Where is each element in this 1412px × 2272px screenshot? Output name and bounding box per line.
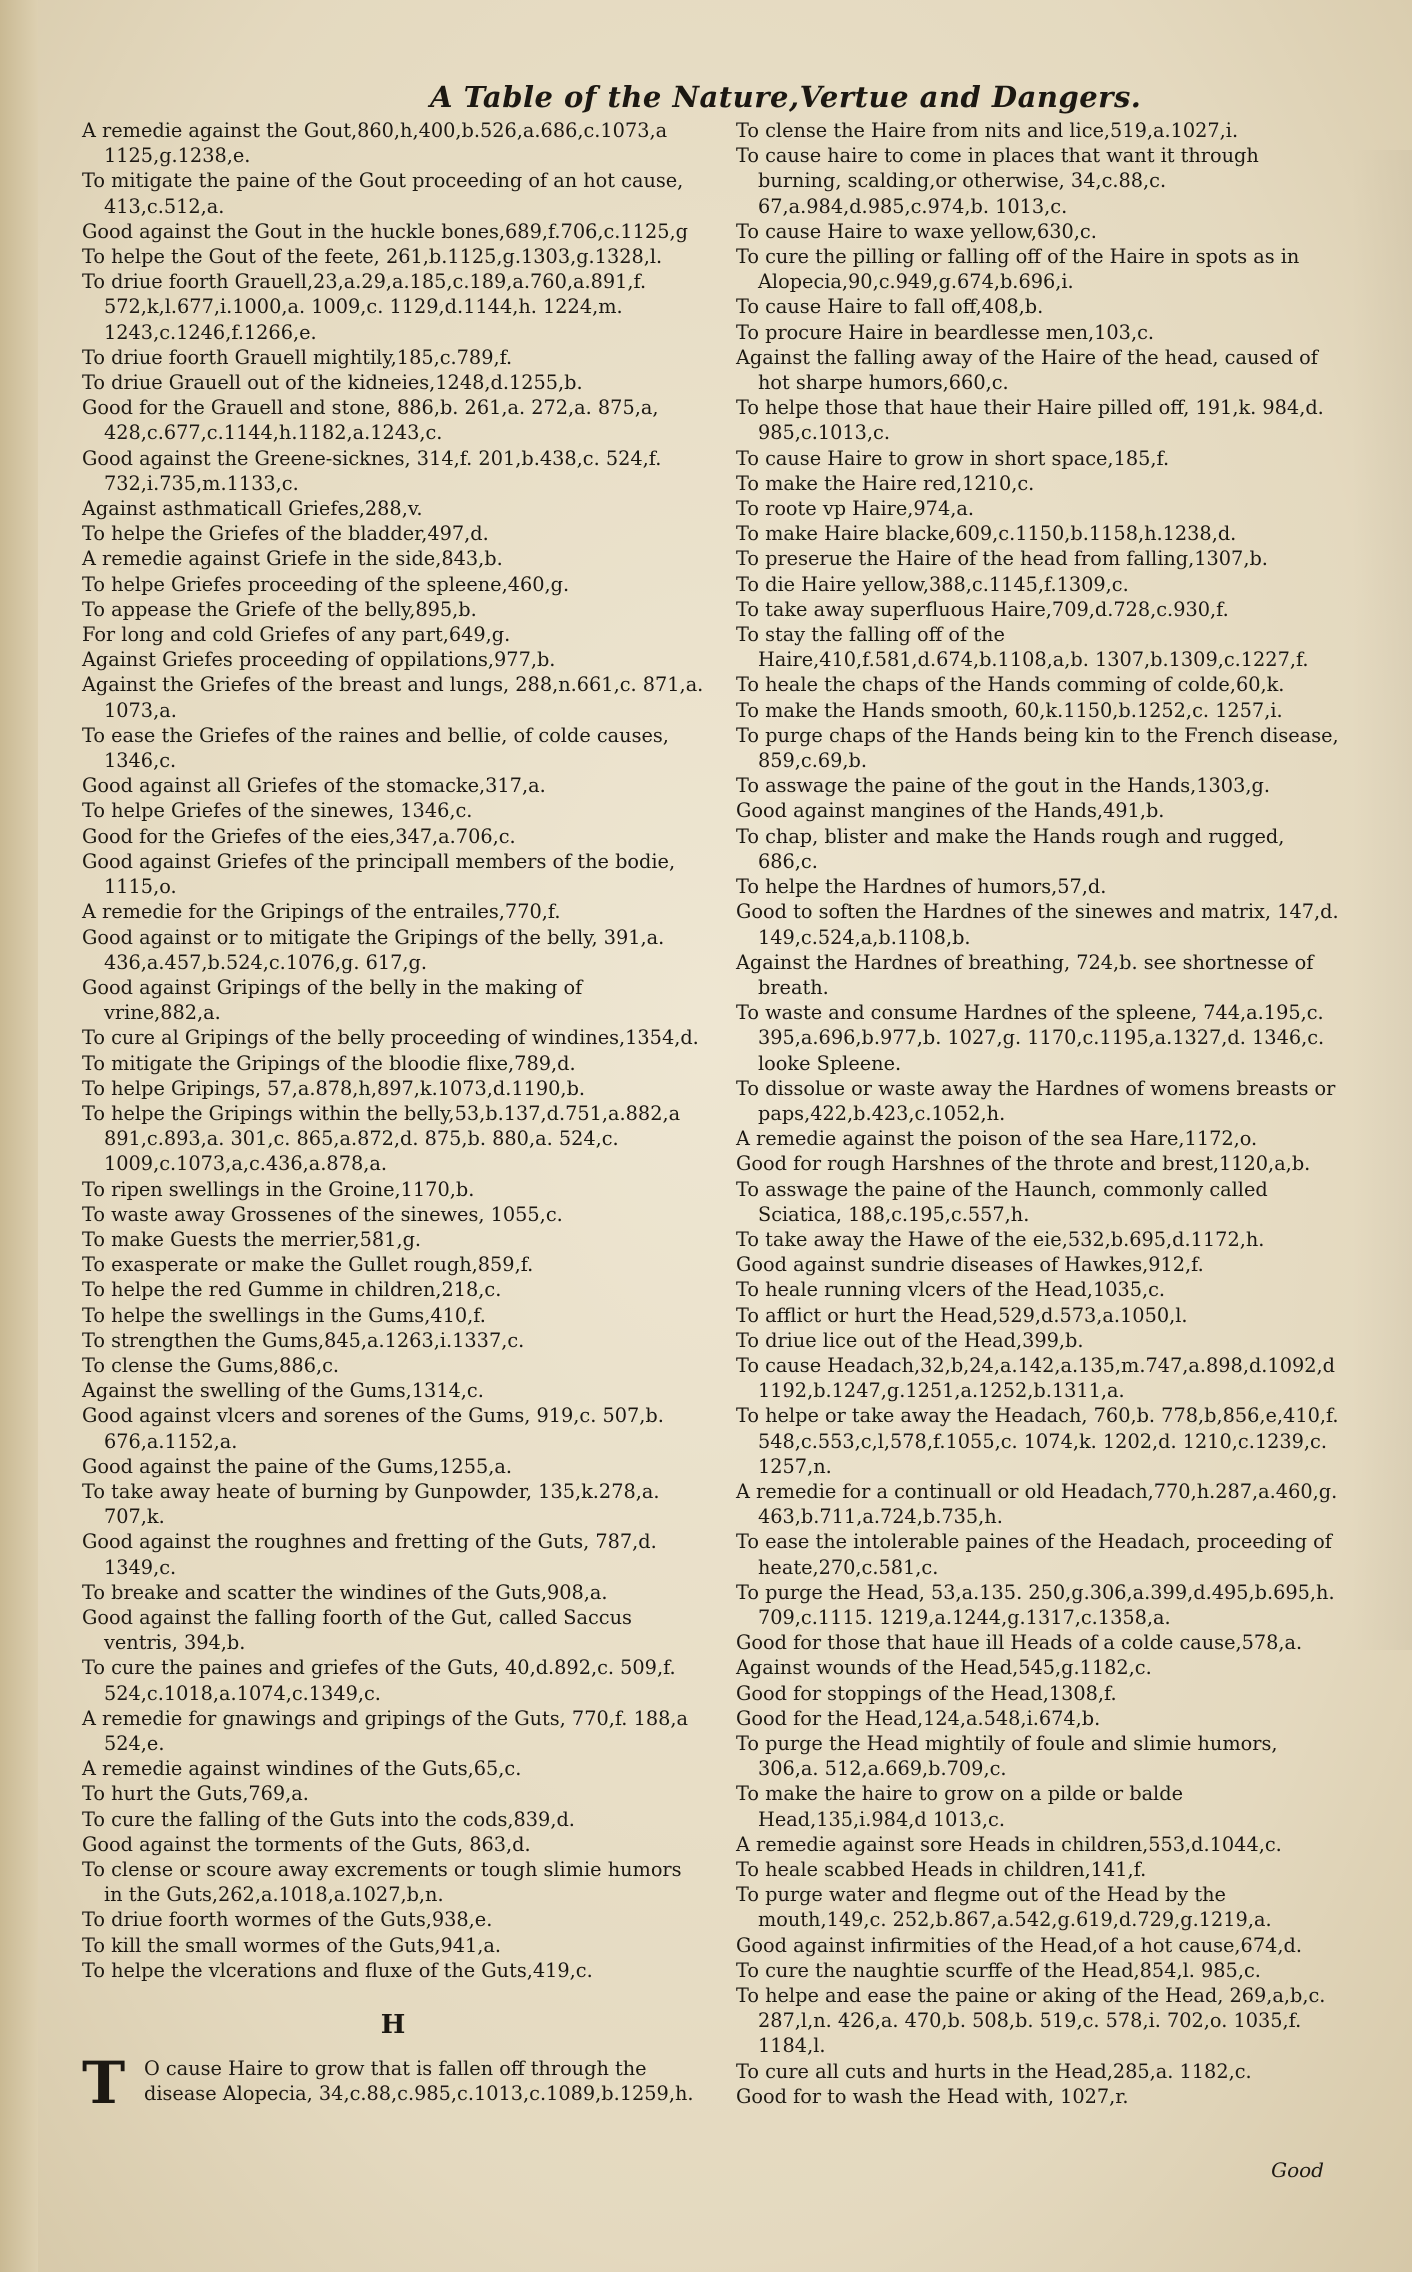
index-entry: Good against the Gout in the huckle bones,689,f.706,c.1125,g xyxy=(82,219,688,243)
index-entry: To cause Haire to fall off,408,b. xyxy=(736,295,1044,319)
index-entry: To driue Grauell out of the kidneies,1248,d.1255,b. xyxy=(82,371,583,395)
index-entry: To helpe the vlcerations and fluxe of the Guts,419,c. xyxy=(82,1958,593,1982)
index-entry: To purge chaps of the Hands being kin to the French disease, 859,c.69,b. xyxy=(736,723,1339,773)
index-entry: Good against mangines of the Hands,491,b. xyxy=(736,799,1165,823)
index-entry: Good for stoppings of the Head,1308,f. xyxy=(736,1681,1117,1705)
index-entry: Good for those that haue ill Heads of a colde cause,578,a. xyxy=(736,1631,1303,1655)
index-entry: To ease the Griefes of the raines and bellie, of colde causes, 1346,c. xyxy=(82,723,669,773)
index-entry: A remedie against sore Heads in children,553,d.1044,c. xyxy=(736,1832,1282,1856)
index-entry: To clense the Gums,886,c. xyxy=(82,1353,340,1377)
index-entry: To cure all cuts and hurts in the Head,285,a. 1182,c. xyxy=(736,2059,1252,2083)
index-entry: To cure the pilling or falling off of the Haire in spots as in Alopecia,90,c.949,g.674,b.696,i. xyxy=(736,245,1300,294)
index-entry: To cure the naughtie scurffe of the Head,854,l. 985,c. xyxy=(736,1958,1261,1982)
index-entry: To strengthen the Gums,845,a.1263,i.1337,c. xyxy=(82,1328,525,1352)
index-entry: To make the Haire red,1210,c. xyxy=(736,471,1035,495)
index-entry: To driue foorth wormes of the Guts,938,e. xyxy=(82,1908,493,1932)
index-entry: To exasperate or make the Gullet rough,859,f. xyxy=(82,1253,534,1277)
index-entry: To helpe the red Gumme in children,218,c. xyxy=(82,1278,502,1302)
index-entry: To ease the intolerable paines of the Headach, proceeding of heate,270,c.581,c. xyxy=(736,1530,1332,1579)
index-entry: To make the Hands smooth, 60,k.1150,b.1252,c. 1257,i. xyxy=(736,698,1283,722)
right-column xyxy=(736,118,1341,2109)
index-entry: Good against Griefes of the principall members of the bodie, 1115,o. xyxy=(82,849,676,899)
index-entry: Against the Griefes of the breast and lungs, 288,n.661,c. 871,a. 1073,a. xyxy=(82,673,704,722)
index-entry: To preserue the Haire of the head from falling,1307,b. xyxy=(736,547,1268,571)
index-entry: To chap, blister and make the Hands rough and rugged, 686,c. xyxy=(736,824,1285,873)
index-entry: For long and cold Griefes of any part,649,g. xyxy=(82,623,511,647)
index-entry: To heale the chaps of the Hands comming of colde,60,k. xyxy=(736,673,1285,697)
index-entry-text: O cause Haire to grow that is fallen off through the disease Alopecia, 34,c.88,c.985,c.1013,c.1089,b.1259,h. xyxy=(144,2057,694,2106)
index-entry: To hurt the Guts,769,a. xyxy=(82,1782,309,1806)
index-entry: A remedie for the Gripings of the entrailes,770,f. xyxy=(82,900,561,924)
index-entry: To mitigate the paine of the Gout proceeding of an hot cause, 413,c.512,a. xyxy=(82,169,684,218)
index-entry: To helpe and ease the paine or aking of the Head, 269,a,b,c. 287,l,n. 426,a. 470,b. 508,b. 519,c. 578,i. 702,o. 1035,f. 1184,l. xyxy=(736,1984,1326,2058)
index-entry: To dissolue or waste away the Hardnes of womens breasts or paps,422,b.423,c.1052,h. xyxy=(736,1076,1336,1125)
index-entry: Good against the roughnes and fretting of the Guts, 787,d. 1349,c. xyxy=(82,1530,657,1579)
index-entry: To asswage the paine of the gout in the Hands,1303,g. xyxy=(736,774,1270,798)
index-entry: To cure al Gripings of the belly proceeding of windines,1354,d. xyxy=(82,1026,699,1050)
index-entry: To breake and scatter the windines of the Guts,908,a. xyxy=(82,1580,608,1604)
index-entry: To driue foorth Grauell,23,a.29,a.185,c.189,a.760,a.891,f. 572,k,l.677,i.1000,a. 1009,c. 1129,d.1144,h. 1224,m. 1243,c.1246,f.1266,e. xyxy=(82,270,647,344)
index-entry: To afflict or hurt the Head,529,d.573,a.1050,l. xyxy=(736,1303,1188,1327)
index-entry: To clense or scoure away excrements or tough slimie humors in the Guts,262,a.1018,a.1027,b,n. xyxy=(82,1858,682,1907)
index-entry: Good for rough Harshnes of the throte and brest,1120,a,b. xyxy=(736,1152,1311,1176)
index-entry: To purge the Head, 53,a.135. 250,g.306,a.399,d.495,b.695,h. 709,c.1115. 1219,a.1244,g.1317,c.1358,a. xyxy=(736,1580,1335,1629)
catchword: Good xyxy=(1271,2158,1324,2182)
index-entry: To cause Haire to grow in short space,185,f. xyxy=(736,446,1170,470)
index-entry: A remedie against the Gout,860,h,400,b.526,a.686,c.1073,a 1125,g.1238,e. xyxy=(82,119,668,168)
index-entry: To driue lice out of the Head,399,b. xyxy=(736,1328,1084,1352)
index-entry-first xyxy=(82,2049,704,2118)
section-letter: H xyxy=(380,2010,406,2041)
index-entry: Good against Gripings of the belly in the making of vrine,882,a. xyxy=(82,975,583,1025)
index-entry: To purge the Head mightily of foule and slimie humors, 306,a. 512,a.669,b.709,c. xyxy=(736,1732,1278,1781)
index-entry: To cause Headach,32,b,24,a.142,a.135,m.747,a.898,d.1092,d 1192,b.1247,g.1251,a.1252,b.1311,a. xyxy=(736,1353,1335,1403)
index-entry: To mitigate the Gripings of the bloodie flixe,789,d. xyxy=(82,1051,576,1075)
index-entry: To driue foorth Grauell mightily,185,c.789,f. xyxy=(82,345,513,369)
index-entry: To helpe the Gout of the feete, 261,b.1125,g.1303,g.1328,l. xyxy=(82,245,663,269)
index-entry: Good against infirmities of the Head,of a hot cause,674,d. xyxy=(736,1933,1302,1957)
index-entry: Against the Hardnes of breathing, 724,b. see shortnesse of breath. xyxy=(736,950,1314,999)
index-entry: To helpe Griefes of the sinewes, 1346,c. xyxy=(82,799,473,823)
index-entry: A remedie for a continuall or old Headach,770,h.287,a.460,g. 463,b.711,a.724,b.735,h. xyxy=(736,1479,1338,1529)
index-entry: To take away the Hawe of the eie,532,b.695,d.1172,h. xyxy=(736,1227,1265,1251)
index-entry: To make Guests the merrier,581,g. xyxy=(82,1227,422,1251)
index-entry: A remedie against Griefe in the side,843,b. xyxy=(82,547,503,571)
index-entry: Good against the Greene-sicknes, 314,f. 201,b.438,c. 524,f. 732,i.735,m.1133,c. xyxy=(82,446,662,495)
index-entry: To take away superfluous Haire,709,d.728,c.930,f. xyxy=(736,597,1229,621)
index-entry: Good for the Griefes of the eies,347,a.706,c. xyxy=(82,824,516,848)
index-entry: Good against all Griefes of the stomacke,317,a. xyxy=(82,774,546,798)
index-entry: To make Haire blacke,609,c.1150,b.1158,h.1238,d. xyxy=(736,522,1237,546)
index-entry: To heale scabbed Heads in children,141,f. xyxy=(736,1858,1147,1882)
index-entry: To kill the small wormes of the Guts,941,a. xyxy=(82,1933,502,1957)
index-entry: To helpe Griefes proceeding of the spleene,460,g. xyxy=(82,572,570,596)
index-entry: To helpe the Griefes of the bladder,497,d. xyxy=(82,522,489,546)
index-entry: To take away heate of burning by Gunpowder, 135,k.278,a. 707,k. xyxy=(82,1479,660,1529)
index-entry: To roote vp Haire,974,a. xyxy=(736,497,974,521)
index-entry: To appease the Griefe of the belly,895,b. xyxy=(82,597,477,621)
index-entry: Against wounds of the Head,545,g.1182,c. xyxy=(736,1656,1152,1680)
index-entry: To helpe Gripings, 57,a.878,h,897,k.1073,d.1190,b. xyxy=(82,1076,586,1100)
index-entry: Good against sundrie diseases of Hawkes,912,f. xyxy=(736,1253,1204,1277)
index-entry: To helpe the Hardnes of humors,57,d. xyxy=(736,875,1107,899)
index-entry: To asswage the paine of the Haunch, commonly called Sciatica, 188,c.195,c.557,h. xyxy=(736,1177,1268,1226)
index-entry: To helpe the swellings in the Gums,410,f. xyxy=(82,1303,486,1327)
index-entry: Against asthmaticall Griefes,288,v. xyxy=(82,497,423,521)
drop-capital: T xyxy=(82,2049,126,2118)
index-entry: To cause Haire to waxe yellow,630,c. xyxy=(736,219,1097,243)
index-entry: To stay the falling off of the Haire,410,f.581,d.674,b.1108,a,b. 1307,b.1309,c.1227,f. xyxy=(736,623,1309,672)
page-title: A Table of the Nature,Vertue and Dangers. xyxy=(430,80,1142,114)
index-entry: Good against the paine of the Gums,1255,a. xyxy=(82,1454,512,1478)
index-entry: To cure the paines and griefes of the Guts, 40,d.892,c. 509,f. 524,c.1018,a.1074,c.1349,c. xyxy=(82,1656,676,1705)
index-entry: To waste away Grossenes of the sinewes, 1055,c. xyxy=(82,1202,563,1226)
index-entry: A remedie against windines of the Guts,65,c. xyxy=(82,1757,522,1781)
index-entry: To clense the Haire from nits and lice,519,a.1027,i. xyxy=(736,119,1239,142)
index-entry: Against the falling away of the Haire of the head, caused of hot sharpe humors,660,c. xyxy=(736,345,1318,395)
index-entry: Against Griefes proceeding of oppilations,977,b. xyxy=(82,648,556,672)
index-entry: To cause haire to come in places that want it through burning, scalding,or otherwise, 34,c.88,c. 67,a.984,d.985,c.974,b. 1013,c. xyxy=(736,144,1259,218)
index-entry: Good for to wash the Head with, 1027,r. xyxy=(736,2084,1129,2108)
index-entry: To helpe the Gripings within the belly,53,b.137,d.751,a.882,a 891,c.893,a. 301,c. 865,a.872,d. 875,b. 880,a. 524,c. 1009,c.1073,a,c.436,a.878,a. xyxy=(82,1101,681,1176)
index-entry: Good against the torments of the Guts, 863,d. xyxy=(82,1832,531,1856)
index-entry: To die Haire yellow,388,c.1145,f.1309,c. xyxy=(736,572,1129,596)
index-entry: Good against the falling foorth of the Gut, called Saccus ventris, 394,b. xyxy=(82,1605,632,1655)
index-entry: Good for the Grauell and stone, 886,b. 261,a. 272,a. 875,a, 428,c.677,c.1144,h.1182,a.1243,c. xyxy=(82,396,659,445)
index-entry: Good against or to mitigate the Gripings of the belly, 391,a. 436,a.457,b.524,c.1076,g. 617,g. xyxy=(82,925,665,974)
index-entry: To purge water and flegme out of the Head by the mouth,149,c. 252,b.867,a.542,g.619,d.729,g.1219,a. xyxy=(736,1883,1272,1932)
index-entry: To ripen swellings in the Groine,1170,b. xyxy=(82,1177,475,1201)
index-entry: Against the swelling of the Gums,1314,c. xyxy=(82,1379,484,1403)
index-entry: A remedie against the poison of the sea Hare,1172,o. xyxy=(736,1127,1258,1151)
left-column xyxy=(82,118,704,2126)
index-entry: To helpe those that haue their Haire pilled off, 191,k. 984,d. 985,c.1013,c. xyxy=(736,396,1324,445)
index-entry: Good to soften the Hardnes of the sinewes and matrix, 147,d. 149,c.524,a,b.1108,b. xyxy=(736,900,1339,949)
index-entry: To helpe or take away the Headach, 760,b. 778,b,856,e,410,f. 548,c.553,c,l,578,f.1055,c. 1074,k. 1202,d. 1210,c.1239,c. 1257,n. xyxy=(736,1404,1339,1478)
index-entry: A remedie for gnawings and gripings of the Guts, 770,f. 188,a 524,e. xyxy=(82,1706,688,1755)
index-entry: To make the haire to grow on a pilde or balde Head,135,i.984,d 1013,c. xyxy=(736,1782,1183,1831)
index-entry: To heale running vlcers of the Head,1035,c. xyxy=(736,1278,1166,1302)
show-through-shadow xyxy=(1352,150,1412,1650)
index-entry: Good for the Head,124,a.548,i.674,b. xyxy=(736,1706,1101,1730)
page-gutter-edge xyxy=(0,0,38,2272)
index-entry: Good against vlcers and sorenes of the Gums, 919,c. 507,b. 676,a.1152,a. xyxy=(82,1404,664,1453)
index-entry: To waste and consume Hardnes of the spleene, 744,a.195,c. 395,a.696,b.977,b. 1027,g. 1170,c.1195,a.1327,d. 1346,c. looke Spleene. xyxy=(736,1001,1325,1075)
index-entry: To cure the falling of the Guts into the cods,839,d. xyxy=(82,1807,575,1831)
index-entry: To procure Haire in beardlesse men,103,c. xyxy=(736,320,1155,344)
